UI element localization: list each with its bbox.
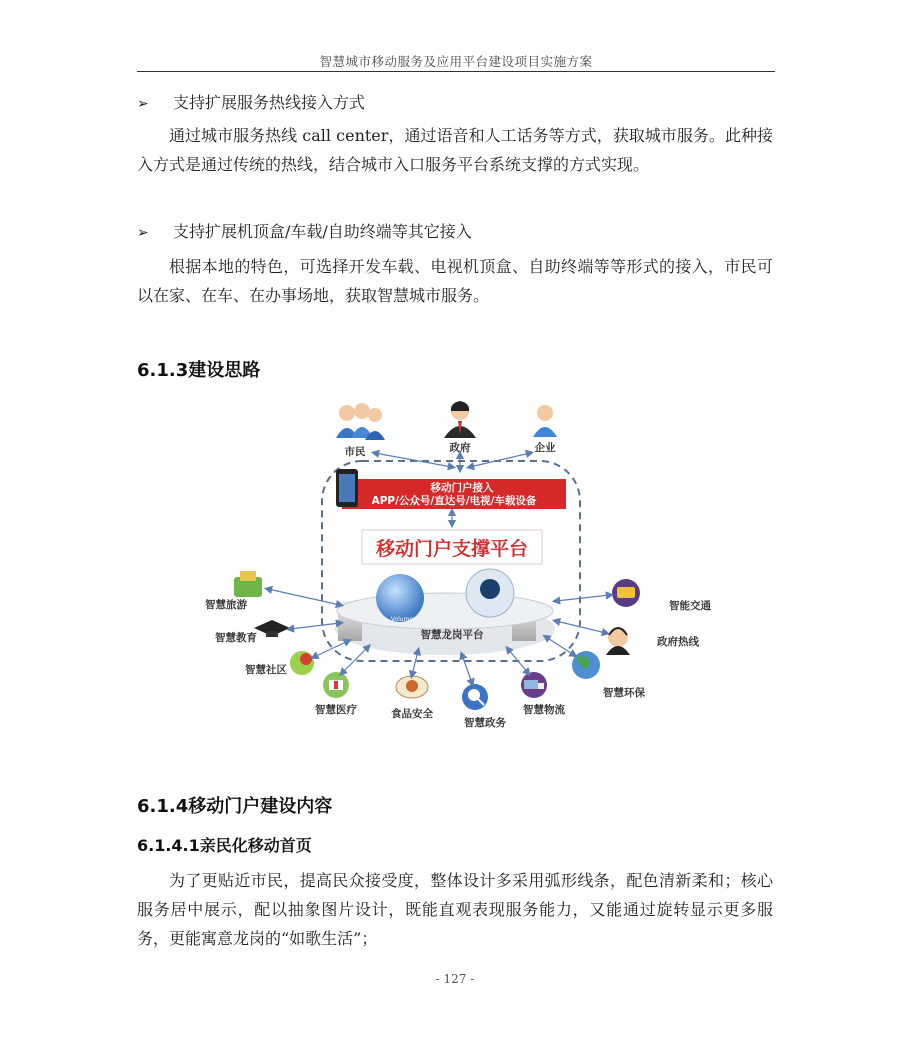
smart-governance-icon — [462, 684, 488, 710]
user-label-enterprise: 企业 — [534, 442, 556, 454]
node-label-logistics: 智慧物流 — [523, 704, 565, 716]
portal-access-title: 移动门户接入 — [430, 482, 494, 494]
page-number: - 127 - — [435, 972, 475, 986]
node-label-education: 智慧教育 — [215, 632, 257, 644]
gov-hotline-icon — [606, 627, 630, 655]
architecture-diagram — [190, 393, 730, 743]
node-label-medical: 智慧医疗 — [315, 704, 357, 716]
smart-tourism-icon — [234, 571, 262, 597]
core-platform-label: 智慧龙岗平台 — [420, 629, 484, 641]
smart-community-icon — [290, 651, 314, 675]
portal-access-subtitle: APP/公众号/直达号/电视/车载设备 — [371, 495, 537, 507]
user-label-government: 政府 — [449, 442, 471, 454]
core-cloud-platform — [335, 569, 555, 655]
paragraph-hotline: 通过城市服务热线 call center，通过语音和人工话务等方式，获取城市服务。此种接入方式是通过传统的热线，结合城市入口服务平台系统支撑的方式实现。 — [137, 126, 773, 174]
cloud-badge: Volume — [390, 616, 414, 623]
bullet-settop-text: 支持扩展机顶盒/车载/自助终端等其它接入 — [173, 222, 472, 241]
node-label-environment: 智慧环保 — [603, 687, 645, 699]
user-label-citizens: 市民 — [344, 446, 366, 458]
bullet-hotline-text: 支持扩展服务热线接入方式 — [173, 93, 366, 112]
smart-logistics-icon — [521, 672, 547, 698]
node-label-traffic: 智能交通 — [669, 600, 711, 612]
platform-title: 移动门户支撑平台 — [375, 538, 529, 560]
paragraph-settop: 根据本地的特色，可选择开发车载、电视机顶盒、自助终端等等形式的接入，市民可以在家、在车、在办事场地，获取智慧城市服务。 — [137, 257, 773, 305]
node-label-gov-hotline: 政府热线 — [657, 636, 699, 648]
node-label-community: 智慧社区 — [245, 664, 287, 676]
node-label-tourism: 智慧旅游 — [205, 599, 247, 611]
food-safety-icon — [396, 676, 428, 698]
page-header: 智慧城市移动服务及应用平台建设项目实施方案 — [319, 54, 593, 69]
arrow-bullet-icon: ➢ — [137, 225, 149, 241]
government-icon — [444, 401, 476, 438]
bullet-settop — [137, 219, 472, 242]
enterprise-icon — [533, 405, 557, 437]
section-heading-6-1-3: 6.1.3建设思路 — [137, 360, 261, 381]
bullet-hotline — [137, 90, 365, 113]
arrow-bullet-icon: ➢ — [137, 96, 149, 112]
section-heading-6-1-4-1: 6.1.4.1亲民化移动首页 — [137, 836, 312, 855]
smart-education-icon — [254, 620, 290, 637]
node-label-food-safety: 食品安全 — [391, 708, 433, 720]
smart-traffic-icon — [612, 579, 640, 607]
citizens-icon — [336, 403, 385, 440]
section-heading-6-1-4: 6.1.4移动门户建设内容 — [137, 796, 333, 817]
smart-medical-icon — [323, 672, 349, 698]
smart-environment-icon — [572, 651, 600, 679]
paragraph-homepage: 为了更贴近市民，提高民众接受度，整体设计多采用弧形线条，配色清新柔和；核心服务居中展示，配以抽象图片设计，既能直观表现服务能力，又能通过旋转显示更多服务，更能寓意龙岗的“如歌生活”； — [137, 871, 773, 948]
node-label-governance: 智慧政务 — [464, 717, 506, 729]
header-rule — [137, 71, 775, 72]
